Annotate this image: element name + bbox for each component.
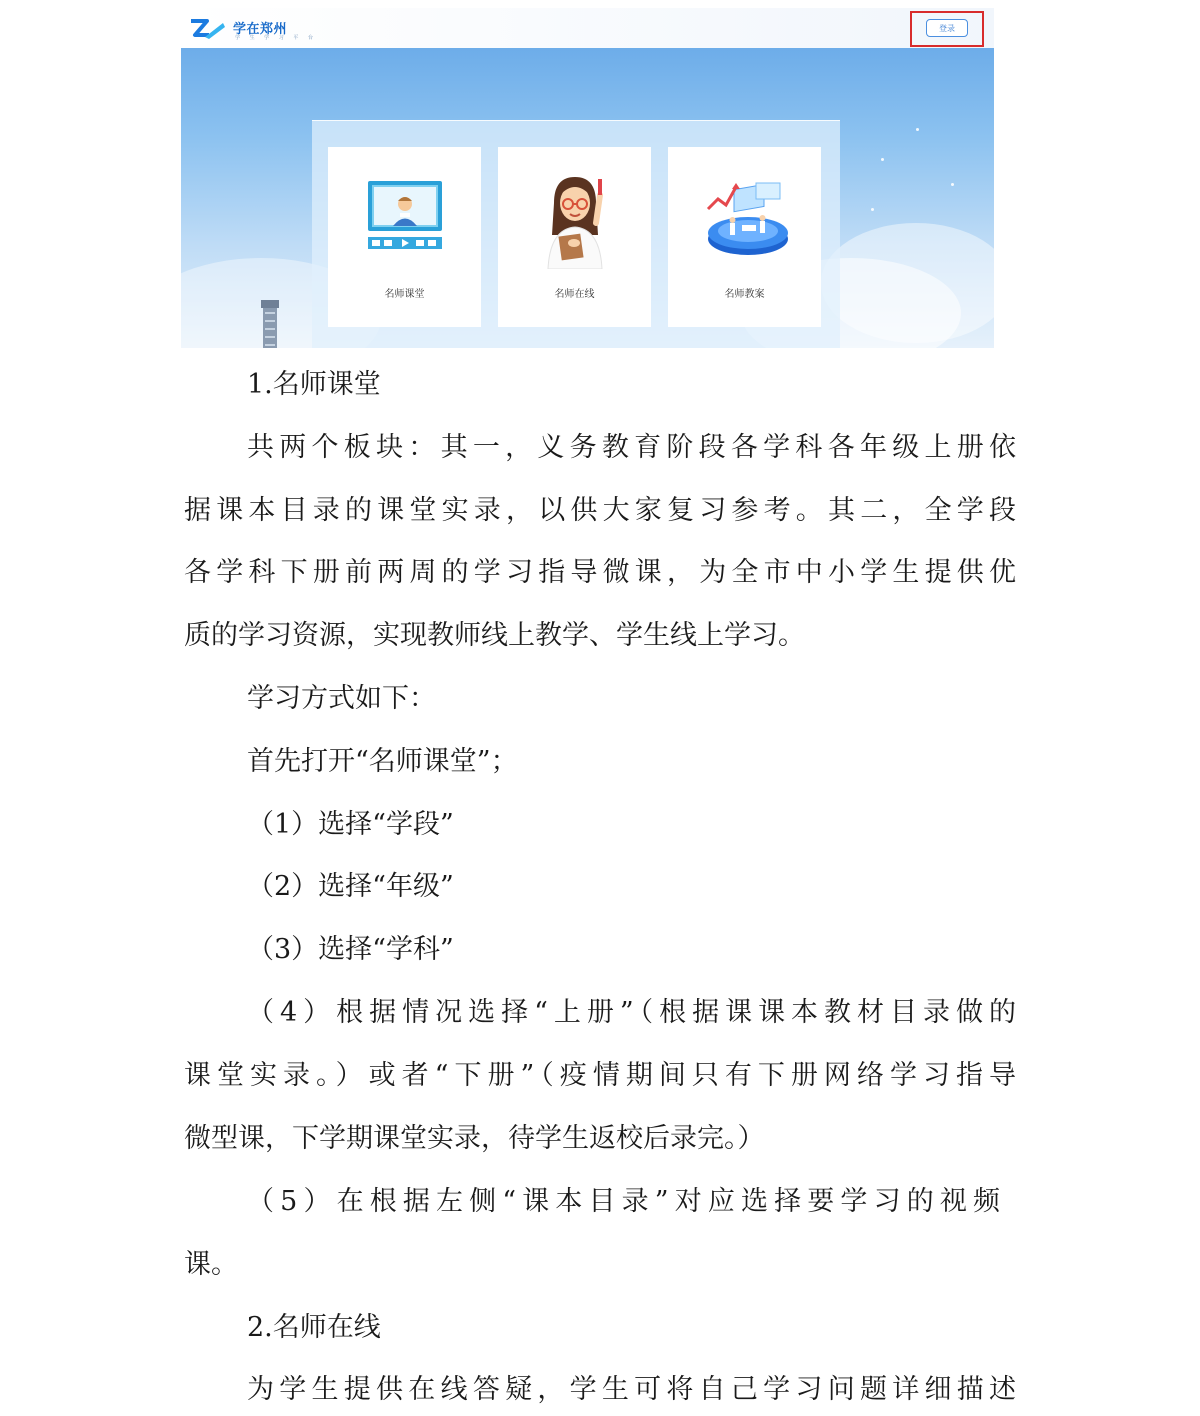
step-open-classroom: 首先打开“名师课堂”； — [247, 746, 518, 777]
paragraph-line: 课堂实录。）或者“下册”（疫情期间只有下册网络学习指导 — [184, 1060, 1016, 1091]
method-intro: 学习方式如下： — [247, 683, 436, 714]
platform-screenshot — [181, 8, 994, 348]
paragraph-line: 课。 — [184, 1249, 238, 1280]
logo-mark-icon — [189, 17, 229, 41]
paragraph-line: 质的学习资源，实现教师线上教学、学生线上学习。 — [184, 620, 805, 651]
teacher-icon — [534, 173, 616, 269]
sparkle-decoration — [916, 128, 919, 131]
card-famous-teacher-lesson-plan[interactable] — [668, 147, 821, 327]
paragraph-line: 据课本目录的课堂实录，以供大家复习参考。其二，全学段 — [184, 495, 1016, 526]
card-label: 名师课堂 — [384, 289, 425, 300]
video-classroom-icon — [364, 173, 446, 255]
sparkle-decoration — [871, 208, 874, 211]
section-heading-online: 2.名师在线 — [247, 1312, 381, 1343]
platform-logo[interactable] — [189, 15, 319, 43]
step-item: （4）根据情况选择“上册”（根据课课本教材目录做的 — [247, 997, 1016, 1028]
paragraph-line: 微型课，下学期课堂实录，待学生返校后录完。） — [184, 1123, 765, 1154]
step-item: （1）选择“学段” — [247, 809, 454, 840]
paragraph-line: 各学科下册前两周的学习指导微课，为全市中小学生提供优 — [184, 557, 1016, 588]
section-heading-classroom: 1.名师课堂 — [247, 369, 381, 400]
step-item: （3）选择“学科” — [247, 934, 454, 965]
step-item: （5）在根据左侧“课本目录”对应选择要学习的视频 — [247, 1186, 1000, 1217]
sparkle-decoration — [951, 183, 954, 186]
card-label: 名师教案 — [724, 289, 765, 300]
lesson-plan-icon — [704, 173, 792, 261]
step-item: （2）选择“年级” — [247, 871, 454, 902]
tower-icon — [251, 298, 291, 348]
paragraph-line: 为学生提供在线答疑，学生可将自己学习问题详细描述 — [247, 1374, 1016, 1405]
logo-subtitle: 学 生 学 习 平 台 — [235, 35, 317, 41]
card-famous-teacher-online[interactable] — [498, 147, 651, 327]
card-famous-teacher-classroom[interactable] — [328, 147, 481, 327]
paragraph-line: 共两个板块：其一，义务教育阶段各学科各年级上册依 — [247, 432, 1016, 463]
sparkle-decoration — [881, 158, 884, 161]
login-button[interactable]: 登录 — [926, 19, 968, 37]
logo-title: 学在郑州 — [233, 22, 288, 37]
card-label: 名师在线 — [554, 289, 595, 300]
platform-header — [181, 8, 994, 48]
